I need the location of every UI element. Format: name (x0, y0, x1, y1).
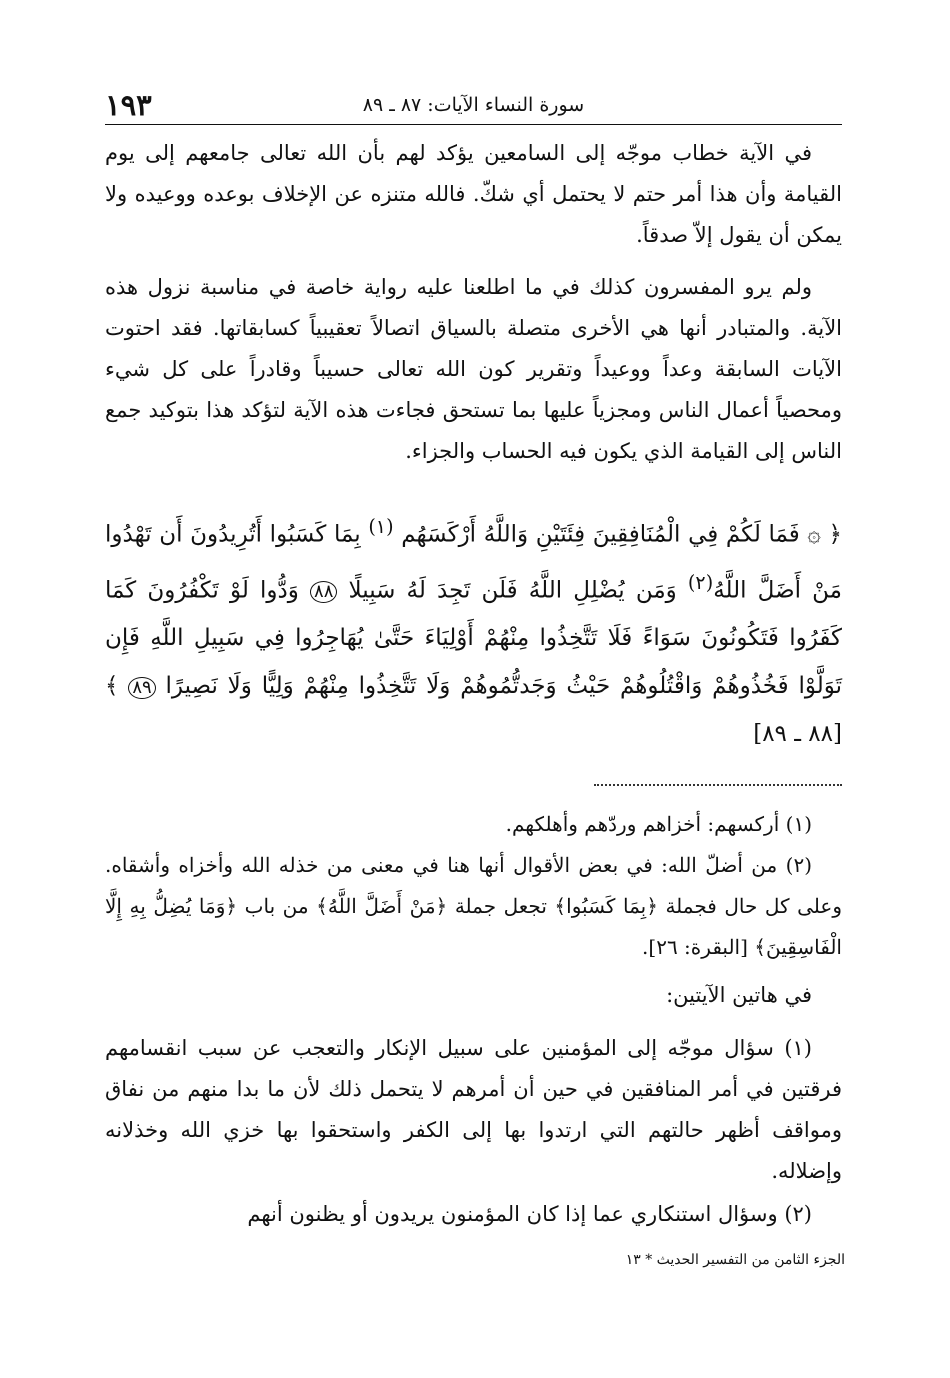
footnotes (105, 804, 842, 968)
numbered-point: (١) سؤال موجّه إلى المؤمنين على سبيل الإنكار والتعجب عن سبب انقسامهم فرقتين في أمر المنافقين في حين أن أمرهم لا يتحمل ذلك لأن ما بدا منهم من نفاق ومواقف أظهر حالتهم التي ارتدوا بها إلى الكفر واستحقوا بها خزي الله وخذلانه وإضلاله. (105, 1036, 842, 1184)
footnote: (٢) من أضلّ الله: في بعض الأقوال أنها هنا في معنى من خذله الله وأخزاه وأشقاه. وعلى كل حال فجملة ﴿بِمَا كَسَبُوا﴾ تجعل جملة ﴿مَنْ أَضَلَّ اللَّهُ﴾ من باب ﴿وَمَا يُضِلُّ بِهِ إِلَّا الْفَاسِقِينَ﴾ [البقرة: ٢٦]. (105, 853, 842, 960)
paragraph: في الآية خطاب موجّه إلى السامعين يؤكد لهم بأن الله تعالى جامعهم إلى يوم القيامة وأن هذا أمر حتم لا يحتمل أي شكّ. فالله متنزه عن الإخلاف بوعده ووعيده ولا يمكن أن يقول إلاّ صدقاً. (105, 141, 842, 247)
verse-text: ﴿ ۞ فَمَا لَكُمْ فِي الْمُنَافِقِينَ فِئَتَيْنِ وَاللَّهُ أَرْكَسَهُم (401, 521, 842, 548)
numbered-points (105, 1028, 842, 1235)
book-page (105, 88, 842, 1235)
verse-text: وَمَن يُضْلِلِ اللَّهُ فَلَن تَجِدَ لَهُ سَبِيلًا (348, 577, 677, 604)
footnote-ref: (١) (368, 515, 394, 538)
verse-number-marker: ٨٨ (310, 581, 337, 603)
footnote-separator (594, 784, 842, 786)
footnote-separator-wrap (105, 784, 842, 786)
signature-footer: الجزء الثامن من التفسير الحديث * ١٣ (625, 1252, 845, 1268)
footnote: (١) أركسهم: أخزاهم وردّهم وأهلكهم. (505, 812, 812, 837)
commentary-body (105, 133, 842, 472)
footnote-ref: (٢) (687, 570, 714, 594)
numbered-point: (٢) وسؤال استنكاري عما إذا كان المؤمنون يريدون أو يظنون أنهم (247, 1202, 812, 1227)
verse-reference: ﴾ [٨٨ ـ ٨٩] (105, 673, 842, 748)
quran-verses (105, 503, 842, 758)
verse-text: وَدُّوا لَوْ تَكْفُرُونَ كَمَا كَفَرُوا فَتَكُونُونَ سَوَاءً فَلَا تَتَّخِذُوا مِنْهُمْ أَوْلِيَاءَ حَتَّىٰ يُهَاجِرُوا فِي سَبِيلِ اللَّهِ فَإِن تَوَلَّوْا فَخُذُوهُمْ وَاقْتُلُوهُمْ حَيْثُ وَجَدتُّمُوهُمْ وَلَا تَتَّخِذُوا مِنْهُمْ وَلِيًّا وَلَا نَصِيرًا (105, 577, 843, 700)
paragraph: ولم يرو المفسرون كذلك في ما اطلعنا عليه رواية خاصة في مناسبة نزول هذه الآية. والمتبادر أنها هي الأخرى متصلة بالسياق اتصالاً تعقيبياً كسابقاتها. فقد احتوت الآيات السابقة وعداً ووعيداً وتقرير كون الله تعالى حسيباً وقادراً على كل شيء ومحصياً أعمال الناس ومجزياً عليها بما تستحق فجاءت هذه الآية لتؤكد هذا بتوكيد جمع الناس إلى القيامة الذي يكون فيه الحساب والجزاء. (105, 275, 842, 463)
page-header (105, 88, 842, 125)
running-title: سورة النساء الآيات: ٨٧ ـ ٨٩ (362, 94, 585, 116)
verse-text: بِمَا كَسَبُوا أَتُرِيدُونَ أَن تَهْدُوا مَنْ أَضَلَّ اللَّهُ (105, 521, 843, 604)
section-heading: في هاتين الآيتين: (666, 983, 812, 1008)
verse-number-marker: ٨٩ (128, 677, 155, 699)
page-number: ١٩٣ (105, 88, 152, 122)
